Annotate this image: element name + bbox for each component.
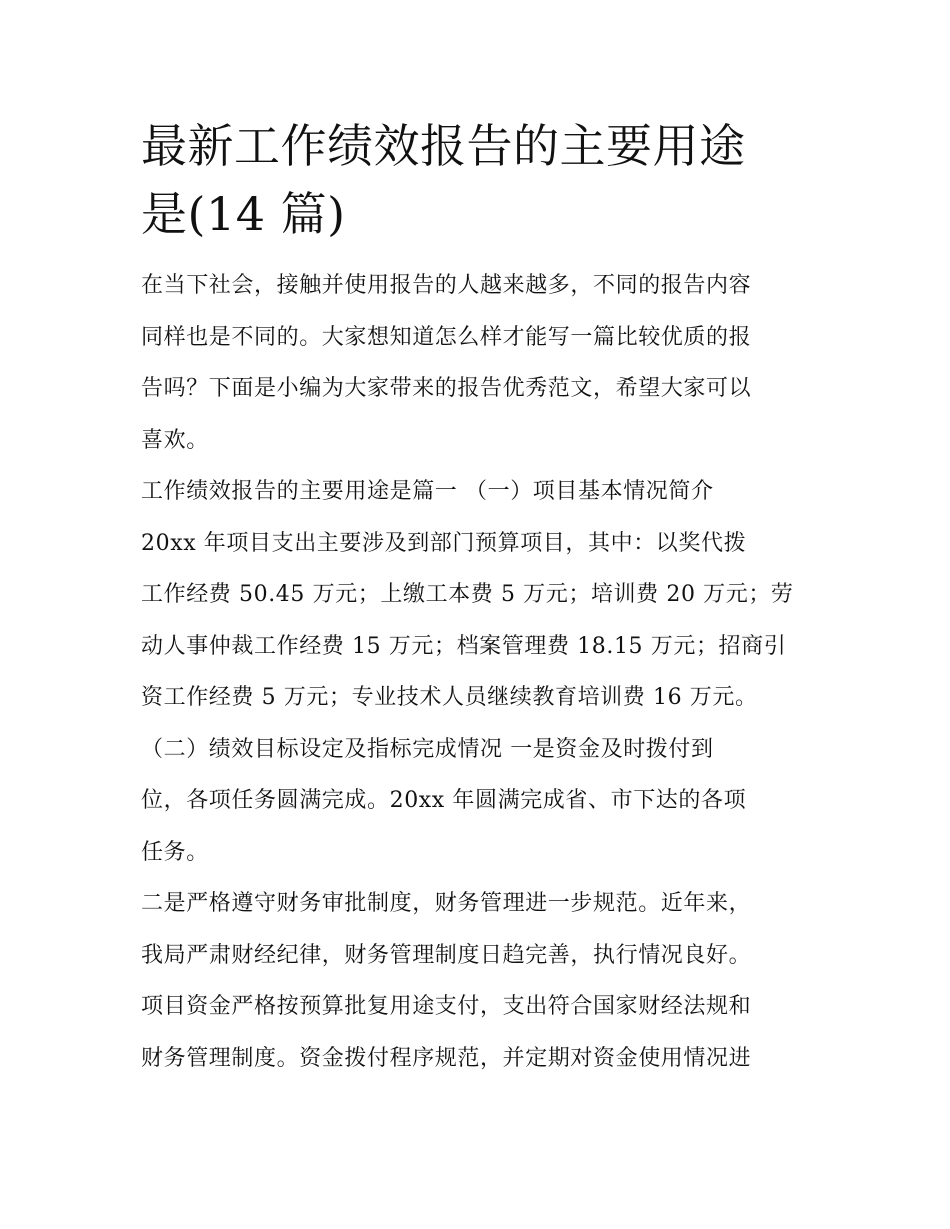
document-body xyxy=(141,260,821,1084)
intro-paragraph xyxy=(141,260,821,466)
title-line: 最新工作绩效报告的主要用途 xyxy=(141,119,746,173)
document-content xyxy=(141,112,821,1084)
text-line: 二是严格遵守财务审批制度，财务管理进一步规范。近年来， xyxy=(141,891,752,916)
financial-management-paragraph xyxy=(141,878,821,1084)
project-overview-paragraph xyxy=(141,466,821,724)
text-line: 项目资金严格按预算批复用途支付，支出符合国家财经法规和 xyxy=(141,994,752,1019)
text-line: 在当下社会，接触并使用报告的人越来越多，不同的报告内容 xyxy=(141,273,752,298)
text-line: 我局严肃财经纪律，财务管理制度日趋完善，执行情况良好。 xyxy=(141,942,752,968)
text-line: 任务。 xyxy=(141,839,209,865)
performance-goals-paragraph xyxy=(141,724,821,879)
document-title xyxy=(141,112,821,248)
text-line: 工作经费 50.45 万元；上缴工本费 5 万元；培训费 20 万元；劳 xyxy=(141,582,794,607)
text-line: 资工作经费 5 万元；专业技术人员继续教育培训费 16 万元。 xyxy=(141,685,758,710)
text-line: （二）绩效目标设定及指标完成情况 一是资金及时拨付到 xyxy=(141,736,714,762)
text-line: 同样也是不同的。大家想知道怎么样才能写一篇比较优质的报 xyxy=(141,324,752,350)
text-line: 喜欢。 xyxy=(141,427,209,453)
text-line: 工作绩效报告的主要用途是篇一 （一）项目基本情况简介 xyxy=(141,479,714,504)
text-line: 动人事仲裁工作经费 15 万元；档案管理费 18.15 万元；招商引 xyxy=(141,633,787,659)
text-line: 20xx 年项目支出主要涉及到部门预算项目，其中：以奖代拨 xyxy=(141,530,747,556)
text-line: 告吗？下面是小编为大家带来的报告优秀范文，希望大家可以 xyxy=(141,376,752,401)
title-line: 是(14 篇) xyxy=(141,187,346,241)
text-line: 位，各项任务圆满完成。20xx 年圆满完成省、市下达的各项 xyxy=(141,788,747,813)
text-line: 财务管理制度。资金拨付程序规范，并定期对资金使用情况进 xyxy=(141,1045,752,1071)
